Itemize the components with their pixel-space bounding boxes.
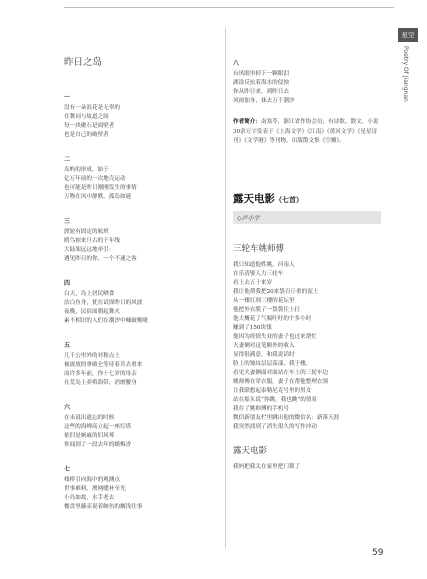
section-6	[64, 402, 214, 450]
section-2	[64, 154, 214, 202]
poem-line: 你闻到了一段去年的蜡梅香	[64, 442, 132, 448]
section-1	[64, 92, 214, 140]
poem-line: 世事难料，渔网缝补至光	[64, 486, 126, 492]
poem-title: 露天电影	[233, 445, 268, 456]
poem-line: 栈桥引向海中的观测点	[64, 477, 120, 483]
section-number: 五	[64, 342, 71, 349]
poem-line: 每一块礁石是面壁者	[64, 123, 115, 129]
section-vertical-label: Poetry Of Jiangnan	[402, 46, 409, 102]
poem-line: 这些的海岬高立起一座灯塔	[64, 424, 132, 430]
section-4	[64, 278, 214, 326]
poem-line: 赚到了150块钱	[233, 324, 272, 331]
poem-line: 也可能是昨日刚刚发生的事情	[64, 185, 137, 191]
poem-line: 而许多年前，你十七岁的母亲	[64, 371, 137, 377]
poem-title: 昨日之岛	[64, 57, 103, 68]
poem-line: 台风眼里掉下一颗眼泪	[233, 71, 289, 77]
poem-line: 他大概花了气喘吁吁的个多小时	[233, 315, 312, 322]
section-tab: 星空	[398, 28, 418, 42]
poem-line: 鸥鸟掠来旦古的千年线	[64, 238, 120, 244]
poem-line: 站在船头说“你跳，我也跳”的情景	[233, 396, 318, 403]
poem-line: 大陆架远远地牵引：	[64, 247, 115, 253]
section-number: 六	[64, 404, 71, 411]
author-bio	[233, 118, 383, 147]
section-number: 二	[64, 156, 71, 163]
top-rule	[64, 7, 394, 8]
poem-line: 餐盘里藤壶说着鲸鱼的搁浅往事	[64, 504, 143, 510]
poem-line: 亿万年前的一次地壳运动	[64, 176, 126, 182]
poem-line: 他把外衣脱了一袋袋往上扛	[233, 306, 301, 313]
poem-line: 没有一朵浪花是无辜的	[64, 105, 120, 111]
byline	[233, 211, 381, 224]
poem-line: 沽白鱼身，犹在试探昨日的风波	[64, 300, 143, 306]
column-divider	[225, 28, 226, 548]
poem-line: 他因为疫情失业的妻子也过来帮忙	[233, 333, 317, 340]
poem-line: 我只知道他姓姚，河南人	[233, 261, 295, 268]
section-5	[64, 340, 214, 388]
poem-line: 从一楼扛到三楼的花坛里	[233, 297, 295, 304]
poem-line: 白天，岛上居民晒食	[64, 291, 115, 297]
section-number: 一	[64, 94, 71, 101]
left-column	[64, 54, 214, 526]
author-bio-text: 南塞苓，浙江省作协会员，有诗歌、散文、小说30余万字发表于《上海文学》《江南》《黄河文学》《星星诗刊》《文学港》等刊物，出版散文集《空瓣》。	[233, 119, 379, 144]
poem-line: 在荒岛上养殖海带，消磨腰身	[64, 380, 137, 386]
poem-line: 在乐清娶人力三轮车	[233, 270, 284, 277]
page-number: 59	[372, 548, 384, 558]
poem-line: 夜晚，民宿面朝起舞火	[64, 309, 120, 315]
poem-line: 被流放的拿破仑等待着昔去重来	[64, 362, 143, 368]
poem-line: 小岛如故，水手老去	[64, 495, 115, 501]
poem-line: 看上去五十来岁	[233, 279, 273, 286]
poem-line: 我妈把我关在家里把门锁了	[233, 463, 301, 470]
poem-line: 姚师傅在穿衣服，妻子在帮他整理衣领	[233, 378, 329, 385]
poem-line: 湖涂反抗着海水的侵蚀	[233, 80, 289, 86]
poem-line: 素不相识的人们在潮汐中喊破喉咙	[64, 318, 148, 324]
section-number: 八	[233, 60, 240, 67]
section-number: 三	[64, 218, 71, 225]
poem-line: 万物在风中静默，孤岛如谜	[64, 194, 132, 200]
poem-line: 我突然找到了消失很久的写作冲动	[233, 423, 317, 430]
article-title	[233, 191, 383, 206]
author-bio-label: 作者简介：	[233, 119, 261, 125]
poem-line: 看见夫妻俩面对面站在车上的三轮车边	[233, 369, 329, 376]
poem-line: 渡轮有固定的航班	[64, 229, 109, 235]
poem-line: 脸上的皱纹层层荡漾，我于楼，	[233, 360, 312, 367]
poem-line: 几千公里外的对称点上	[64, 353, 120, 359]
poem-line: 我让他帮我把20来袋百斤重的泥土	[233, 288, 319, 295]
poem-line: 也是自己的破壁者	[64, 132, 109, 138]
poem-line: 夫妻俩对这笔额外的收入	[233, 342, 295, 349]
poem-line: 显得很满意，和我说话时	[233, 351, 295, 358]
poem-title: 三轮车姚师傅	[233, 243, 285, 254]
diamond-icon: ◇	[237, 214, 242, 222]
section-3	[64, 216, 214, 264]
right-column	[233, 58, 383, 472]
poem-line: 你从昨日来，到昨日去	[233, 89, 289, 95]
poem-line: 让我联想起泰勒尼克号里的男女	[233, 387, 312, 394]
poem-line: 风雨加身，抹去万千潮汐	[233, 98, 295, 104]
poem-line: 岛屿的形成，始于	[64, 167, 109, 173]
section-7	[64, 464, 214, 512]
poem-line: 我存了姚师傅的手机号	[233, 405, 289, 412]
sidebar	[396, 0, 427, 579]
section-number: 七	[64, 466, 71, 473]
poem-line: 遇见昨日的你、一个不速之客	[64, 256, 137, 262]
section-number: 四	[64, 280, 71, 287]
poem-line: 在舞词与故道之间	[64, 114, 109, 120]
poem-line: 依旧是厮戚的旧风琴	[64, 433, 115, 439]
author-name: 卢小宇	[241, 214, 260, 222]
article-title-suffix: （七首）	[275, 194, 303, 204]
article-title-text: 露天电影	[233, 192, 275, 205]
poem-line: 在未说出遗忘的时候	[64, 415, 115, 421]
poem-line: 微信新朋友栏里跳出他的微信名：新落天涯	[233, 414, 340, 421]
